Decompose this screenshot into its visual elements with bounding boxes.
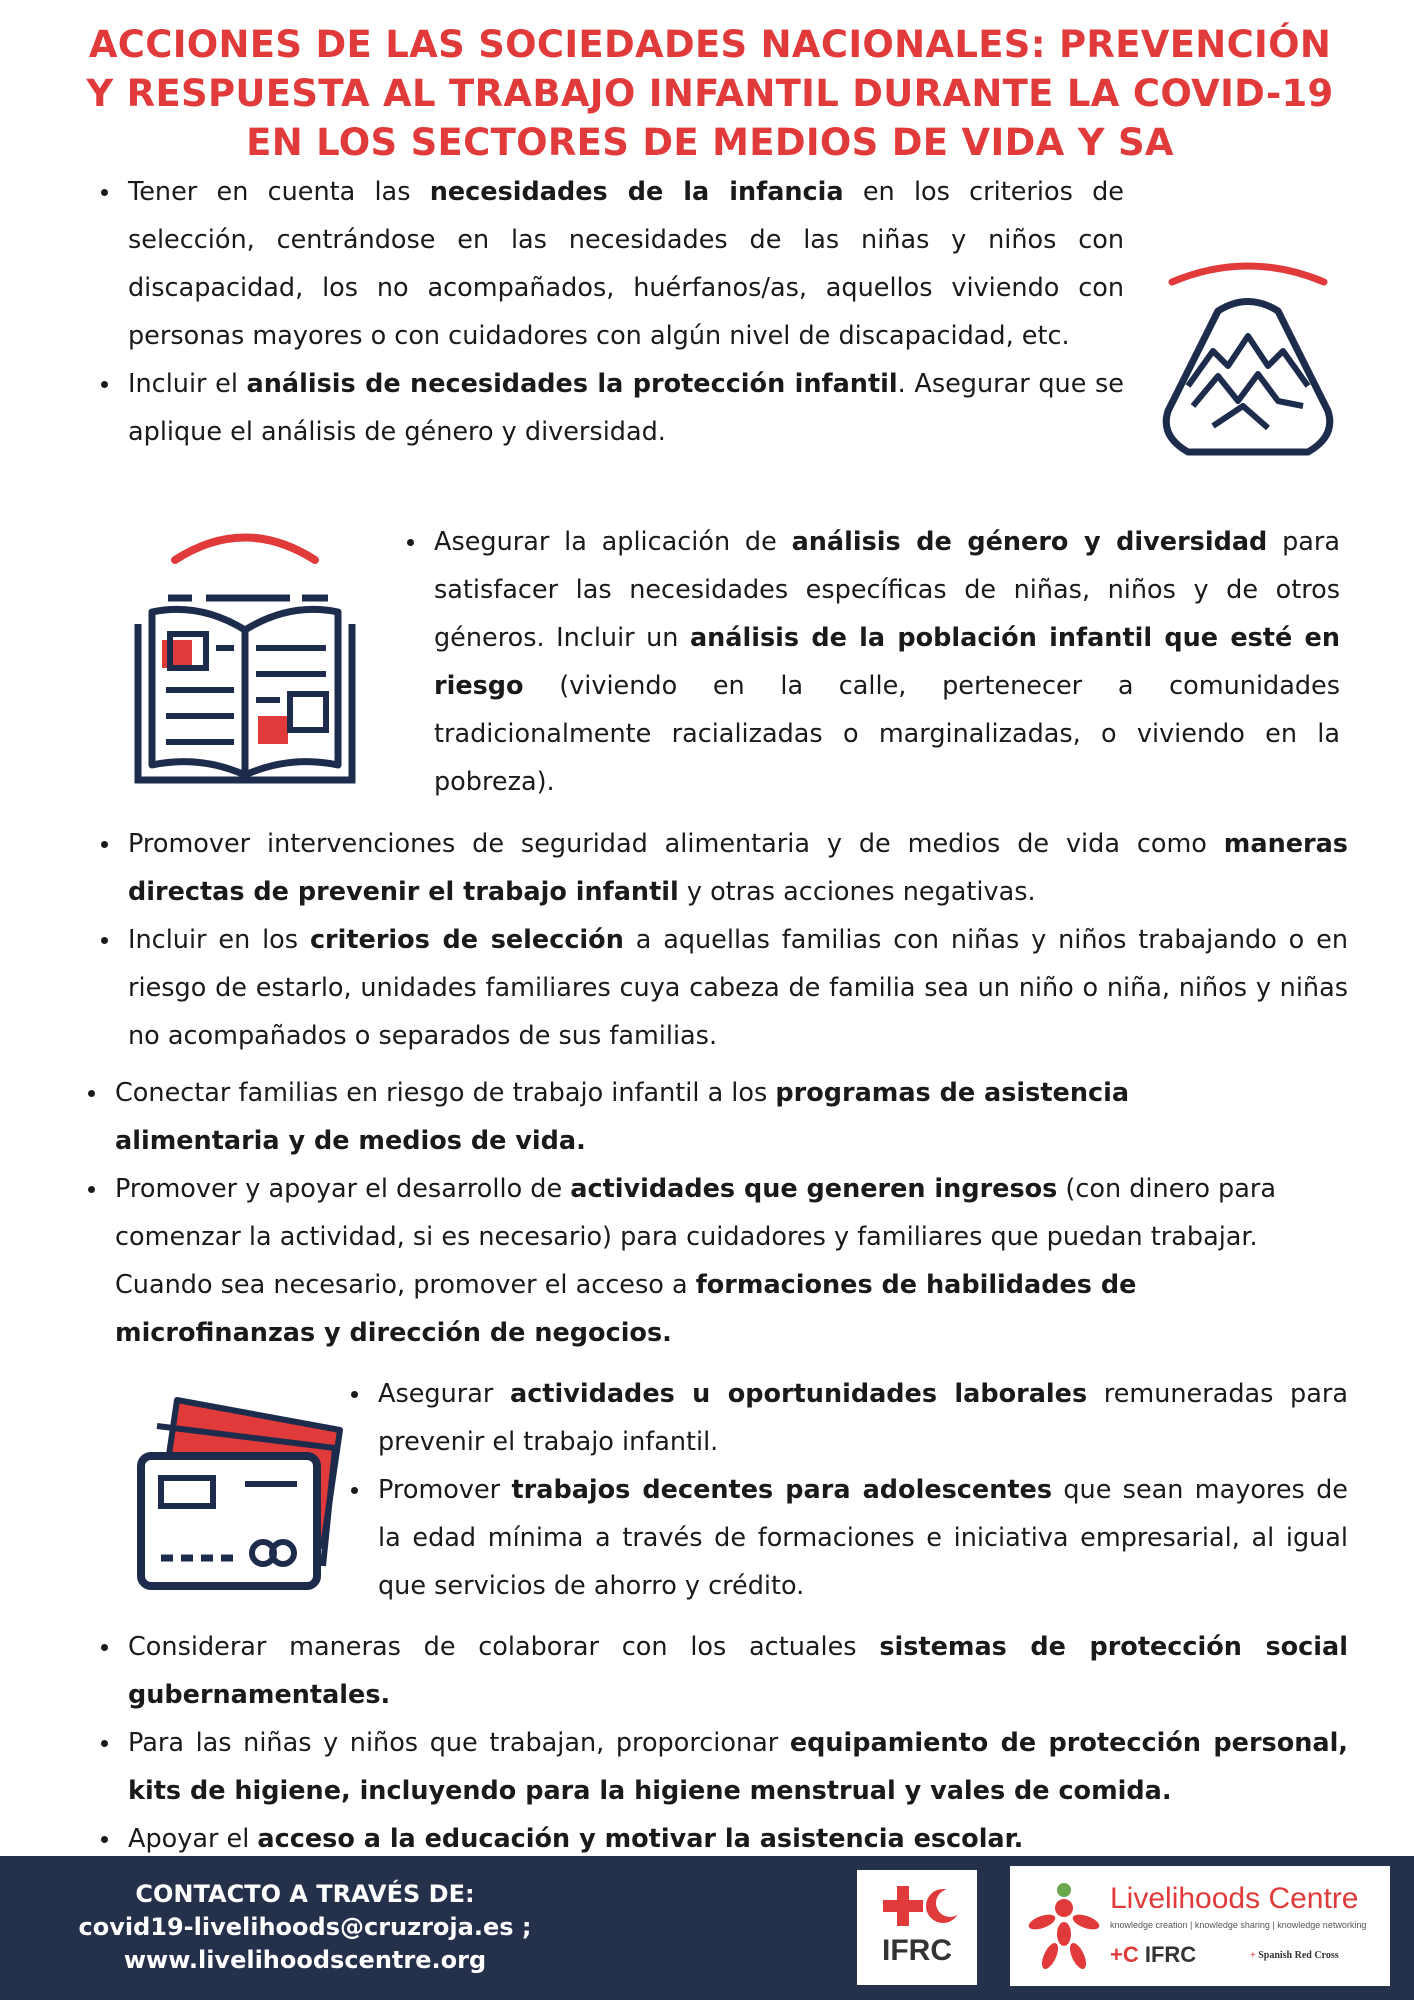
- bullet-list-section-2: [402, 518, 1340, 806]
- bullet-list-section-1: [96, 168, 1124, 456]
- list-item: Conectar familias en riesgo de trabajo infantil a los programas de asistencia alimentaria y de medios de vida.: [83, 1069, 1283, 1165]
- bullet-list-section-4: [83, 1069, 1283, 1357]
- livelihoods-tagline: knowledge creation | knowledge sharing | knowledge networking: [1110, 1920, 1367, 1930]
- contact-website[interactable]: www.livelihoodscentre.org: [123, 1946, 487, 1974]
- list-item: Tener en cuenta las necesidades de la infancia en los criterios de selección, centrándose en las necesidades de las niñas y niños con discapacidad, los no acompañados, huérfanos/as, aquellos viviendo con personas mayores o con cuidadores con algún nivel de discapacidad, etc.: [96, 168, 1124, 360]
- livelihoods-figure-icon: [1024, 1876, 1104, 1976]
- open-book-icon: [130, 530, 360, 790]
- list-item: Incluir en los criterios de selección a aquellas familias con niñas y niños trabajando o en riesgo de estarlo, unidades familiares cuya cabeza de familia sea un niño o niña, niños y niñas no acompañados o separados de sus familias.: [96, 916, 1348, 1060]
- list-item: Asegurar actividades u oportunidades laborales remuneradas para prevenir el trabajo infantil.: [346, 1370, 1348, 1466]
- list-item: Promover intervenciones de seguridad alimentaria y de medios de vida como maneras directas de prevenir el trabajo infantil y otras acciones negativas.: [96, 820, 1348, 916]
- title-line-3: EN LOS SECTORES DE MEDIOS DE VIDA Y SA: [246, 121, 1174, 164]
- title-line-2: Y RESPUESTA AL TRABAJO INFANTIL DURANTE LA COVID-19: [86, 72, 1334, 115]
- bullet-list-section-3: [96, 820, 1348, 1060]
- footer: [0, 1856, 1414, 2000]
- livelihoods-centre-logo: [1010, 1866, 1390, 1986]
- contact-heading: CONTACTO A TRAVÉS DE:: [135, 1880, 475, 1908]
- livelihoods-ifrc: +C IFRC: [1110, 1942, 1197, 1967]
- title-line-1: ACCIONES DE LAS SOCIEDADES NACIONALES: PREVENCIÓN: [88, 23, 1332, 66]
- list-item: Considerar maneras de colaborar con los actuales sistemas de protección social gubernamentales.: [96, 1623, 1348, 1719]
- ifrc-logo: [857, 1870, 977, 1985]
- contact-email[interactable]: covid19-livelihoods@cruzroja.es ;: [78, 1913, 532, 1941]
- list-item: Apoyar el acceso a la educación y motivar la asistencia escolar.: [96, 1815, 1348, 1863]
- list-item: Promover trabajos decentes para adolescentes que sean mayores de la edad mínima a través de formaciones e iniciativa empresarial, al igual que servicios de ahorro y crédito.: [346, 1466, 1348, 1610]
- bullet-list-section-6: [96, 1623, 1348, 1863]
- list-item: Promover y apoyar el desarrollo de actividades que generen ingresos (con dinero para comenzar la actividad, si es necesario) para cuidadores y familiares que puedan trabajar. Cuando sea necesario, promover el acceso a formaciones de habilidades de microfinanzas y dirección de negocios.: [83, 1165, 1283, 1357]
- list-item: Incluir el análisis de necesidades la protección infantil. Asegurar que se aplique el análisis de género y diversidad.: [96, 360, 1124, 456]
- red-cross-crescent-icon: [857, 1870, 977, 1940]
- list-item: Para las niñas y niños que trabajan, proporcionar equipamiento de protección personal, kits de higiene, incluyendo para la higiene menstrual y vales de comida.: [96, 1719, 1348, 1815]
- ifrc-label: IFRC: [882, 1934, 952, 1967]
- credit-card-icon: [135, 1396, 355, 1596]
- page-title: [60, 20, 1360, 167]
- contact-block: [60, 1878, 550, 1977]
- list-item: Asegurar la aplicación de análisis de género y diversidad para satisfacer las necesidades específicas de niñas, niños y de otros géneros. Incluir un análisis de la población infantil que esté en riesgo (viviendo en la calle, pertenecer a comunidades tradicionalmente racializadas o marginalizadas, o viviendo en la pobreza).: [402, 518, 1340, 806]
- spanish-red-cross: + Spanish Red Cross: [1250, 1950, 1339, 1961]
- hands-together-icon: [1158, 256, 1338, 466]
- livelihoods-title: Livelihoods Centre: [1110, 1882, 1359, 1915]
- bullet-list-section-5: [346, 1370, 1348, 1610]
